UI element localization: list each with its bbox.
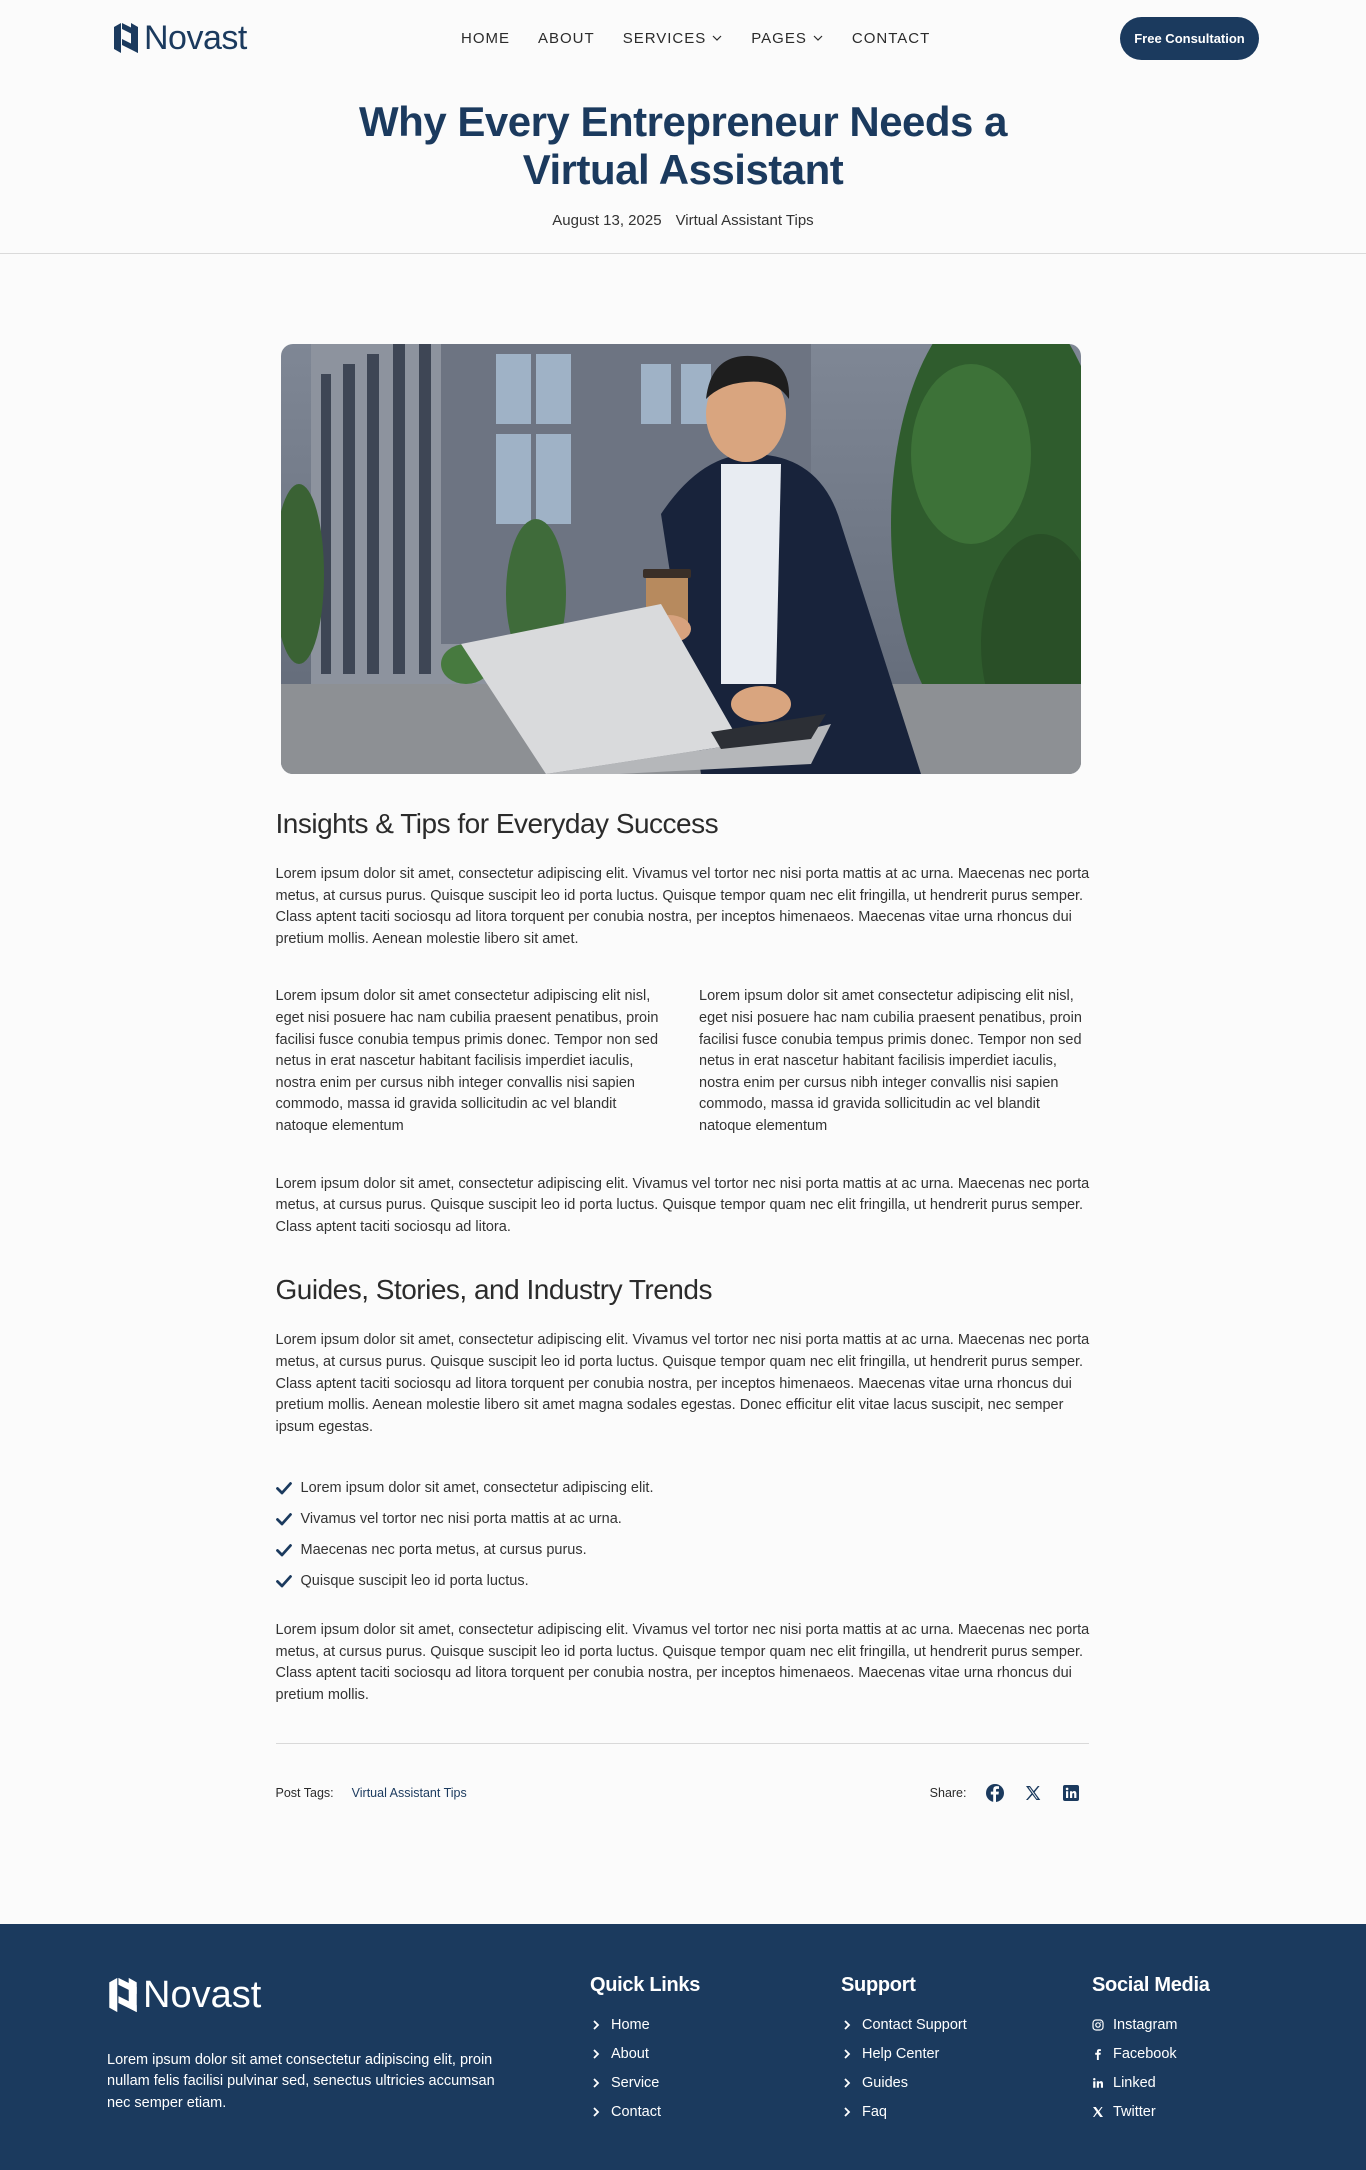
footer-link-about[interactable] [590,2040,700,2069]
x-icon[interactable] [1023,1783,1043,1803]
footer-link-label: Faq [862,2104,887,2121]
footer-social-label: Facebook [1113,2046,1177,2063]
footer-social-linkedin[interactable] [1092,2069,1210,2098]
share-bar [930,1783,1081,1803]
nav-contact-label: CONTACT [851,29,931,47]
instagram-icon [1092,2019,1104,2031]
post-hero [0,76,1366,253]
footer-link-label: Home [611,2017,650,2034]
footer-social [1092,1974,1210,2127]
article-paragraph: Lorem ipsum dolor sit amet, consectetur adipiscing elit. Vivamus vel tortor nec nisi porta mattis at ac urna. Maecenas nec porta metus, at cursus purus. Quisque suscipit leo id porta luctus. Quisque tempor quam nec elit fringilla, ut hendrerit purus semper. Class aptent taciti sociosqu ad litora torquent per conubia nostra, per inceptos himenaeos. Maecenas vitae urna rhoncus dui pretium mollis. Aenean molestie libero sit amet magna sodales egestas. Donec efficitur elit vitae lacus suscipit, nec semper ipsum egestas. [275,1332,1090,1435]
nav-about-label: ABOUT [538,29,595,47]
chevron-right-icon [841,2048,853,2060]
post-tags [276,1786,467,1800]
footer-link-label: Contact [611,2104,661,2121]
footer-link-label: Contact Support [862,2017,967,2034]
section-heading-guides: Guides, Stories, and Industry Trends [275,1274,712,1306]
check-icon [276,1480,292,1496]
footer-quick-links [590,1974,700,2127]
checklist-item [276,1472,1091,1503]
footer-link-guides[interactable] [841,2069,967,2098]
chevron-right-icon [590,2077,602,2089]
article-paragraph: Lorem ipsum dolor sit amet, consectetur adipiscing elit. Vivamus vel tortor nec nisi porta mattis at ac urna. Maecenas nec porta metus, at cursus purus. Quisque suscipit leo id porta luctus. Quisque tempor quam nec elit fringilla, ut hendrerit purus semper. Class aptent taciti sociosqu ad litora. [275,1175,1090,1235]
post-tags-label: Post Tags: [275,1785,334,1800]
checklist-item-text: Quisque suscipit leo id porta luctus. [300,1572,529,1589]
post-title: Why Every Entrepreneur Needs a Virtual Assistant [359,98,1007,193]
article-body [276,254,1091,1842]
section-heading-insights: Insights & Tips for Everyday Success [275,808,719,839]
facebook-icon [1092,2048,1104,2060]
footer-social-label: Instagram [1113,2017,1178,2034]
chevron-down-icon [812,32,824,44]
chevron-right-icon [590,2019,602,2031]
nav-home[interactable] [461,30,510,47]
site-logo[interactable] [112,19,247,58]
main-nav [461,0,930,76]
footer-social-facebook[interactable] [1092,2040,1210,2069]
nav-pages-label: PAGES [751,29,807,47]
facebook-icon[interactable] [985,1783,1005,1803]
column-right-text: Lorem ipsum dolor sit amet consectetur adipiscing elit nisl, eget nisi posuere hac nam cubilia praesent penatibus, proin facilisi fusce conubia tempus primis donec. Tempor non sed netus in erat nascetur habitant facilisis imperdiet iaculis, nostra enim per cursus nibh integer convallis nisi sapien commodo, massa id gravida sollicitudin ac vel blandit natoque elementum [699,988,1082,1134]
checklist-item-text: Vivamus vel tortor nec nisi porta mattis at ac urna. [300,1510,622,1527]
x-icon [1092,2106,1104,2118]
logo-mark-icon [107,1975,139,2015]
chevron-right-icon [841,2106,853,2118]
footer-link-label: About [611,2046,649,2063]
chevron-right-icon [841,2077,853,2089]
post-date: August 13, 2025 [552,212,662,229]
nav-about[interactable] [538,30,595,47]
check-icon [276,1511,292,1527]
checklist [276,1472,1091,1596]
checklist-item-text: Maecenas nec porta metus, at cursus purus. [300,1541,587,1558]
footer-social-instagram[interactable] [1092,2011,1210,2040]
nav-home-label: HOME [461,29,510,47]
post-meta [0,212,1366,229]
check-icon [276,1573,292,1589]
nav-pages[interactable] [751,30,824,47]
linkedin-icon [1092,2077,1104,2089]
logo-text: Novast [144,18,247,57]
nav-services[interactable] [623,30,724,47]
footer-link-help-center[interactable] [841,2040,967,2069]
footer-link-label: Service [611,2075,660,2092]
logo-mark-icon [112,21,140,55]
footer-link-home[interactable] [590,2011,700,2040]
footer-support [841,1974,967,2127]
chevron-right-icon [590,2048,602,2060]
linkedin-icon[interactable] [1061,1783,1081,1803]
checklist-item [276,1565,1091,1596]
checklist-item [276,1503,1091,1534]
article-paragraph: Lorem ipsum dolor sit amet, consectetur adipiscing elit. Vivamus vel tortor nec nisi porta mattis at ac urna. Maecenas nec porta metus, at cursus purus. Quisque suscipit leo id porta luctus. Quisque tempor quam nec elit fringilla, ut hendrerit purus semper. Class aptent taciti sociosqu ad litora torquent per conubia nostra, per inceptos himenaeos. Maecenas vitae urna rhoncus dui pretium mollis. [275,1622,1090,1704]
footer-social-label: Twitter [1113,2104,1156,2121]
post-category-link[interactable]: Virtual Assistant Tips [675,212,814,229]
featured-image-illustration [281,344,1081,774]
footer-social-label: Linked [1113,2075,1156,2092]
checklist-item-text: Lorem ipsum dolor sit amet, consectetur adipiscing elit. [300,1479,654,1496]
chevron-right-icon [590,2106,602,2118]
nav-services-label: SERVICES [622,29,707,47]
share-label: Share: [929,1785,967,1800]
footer-link-label: Help Center [862,2046,940,2063]
footer-link-contact-support[interactable] [841,2011,967,2040]
column-left-text: Lorem ipsum dolor sit amet consectetur adipiscing elit nisl, eget nisi posuere hac nam cubilia praesent penatibus, proin facilisi fusce conubia tempus primis donec. Tempor non sed netus in erat nascetur habitant facilisis imperdiet iaculis, nostra enim per cursus nibh integer convallis nisi sapien commodo, massa id gravida sollicitudin ac vel blandit natoque elementum [275,988,659,1134]
footer-link-contact[interactable] [590,2098,700,2127]
check-icon [276,1542,292,1558]
post-footer-row [276,1744,1091,1842]
chevron-down-icon [711,32,723,44]
post-tag-link[interactable]: Virtual Assistant Tips [351,1785,467,1800]
two-column-text [276,986,1091,1137]
featured-image [281,344,1081,774]
site-header [0,0,1366,76]
footer-social-title: Social Media [1092,1973,1210,1996]
checklist-item [276,1534,1091,1565]
chevron-right-icon [841,2019,853,2031]
footer-link-service[interactable] [590,2069,700,2098]
site-footer [0,1924,1366,2170]
footer-logo-text: Novast [143,1973,262,2016]
free-consultation-button[interactable]: Free Consultation [1120,17,1259,60]
footer-support-title: Support [841,1973,916,1996]
nav-contact[interactable] [852,30,930,47]
article-paragraph: Lorem ipsum dolor sit amet, consectetur adipiscing elit. Vivamus vel tortor nec nisi porta mattis at ac urna. Maecenas nec porta metus, at cursus purus. Quisque suscipit leo id porta luctus. Quisque tempor quam nec elit fringilla, ut hendrerit purus semper. Class aptent taciti sociosqu ad litora torquent per conubia nostra, per inceptos himenaeos. Maecenas vitae urna rhoncus dui pretium mollis. Aenean molestie libero sit amet. [275,866,1090,947]
footer-social-twitter[interactable] [1092,2098,1210,2127]
footer-link-faq[interactable] [841,2098,967,2127]
footer-quick-links-title: Quick Links [590,1973,701,1996]
footer-description: Lorem ipsum dolor sit amet consectetur adipiscing elit, proin nullam felis facilisi pulvinar sed, senectus ultricies accumsan nec semper etiam. [107,2051,495,2111]
footer-logo[interactable] [107,1974,261,2017]
footer-link-label: Guides [862,2075,908,2092]
